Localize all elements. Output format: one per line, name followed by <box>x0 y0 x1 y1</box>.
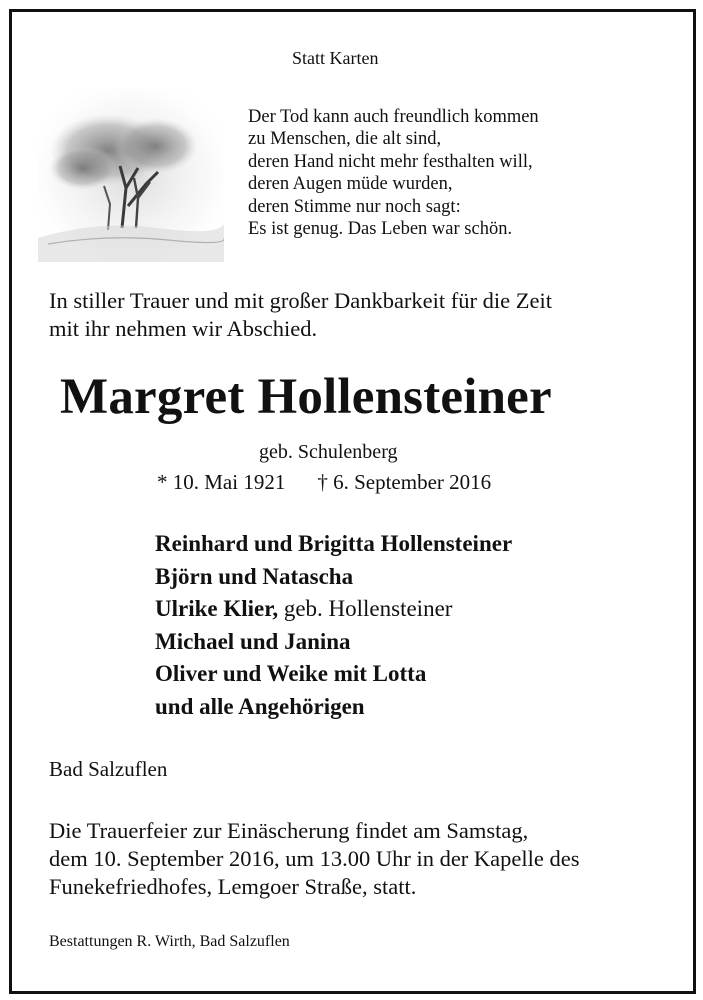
place: Bad Salzuflen <box>49 757 168 781</box>
poem-line: deren Augen müde wurden, <box>248 174 453 195</box>
mourner-birth-name: geb. Hollensteiner <box>278 596 453 621</box>
funeral-line: Funekefriedhofes, Lemgoer Straße, statt. <box>49 874 417 899</box>
deceased-name: Margret Hollensteiner <box>60 369 552 425</box>
intro-text <box>49 287 552 343</box>
life-dates <box>157 470 491 495</box>
poem-line: Der Tod kann auch freundlich kommen <box>248 107 539 127</box>
mourner-line: Björn und Natascha <box>155 563 354 589</box>
funeral-line: dem 10. September 2016, um 13.00 Uhr in der Kapelle des <box>49 846 580 871</box>
mourner-line: Michael und Janina <box>155 628 351 654</box>
undertaker-footer: Bestattungen R. Wirth, Bad Salzuflen <box>49 933 290 950</box>
tree-illustration <box>38 88 224 262</box>
birth-name: geb. Schulenberg <box>259 441 398 463</box>
mourner-line <box>155 593 512 626</box>
death-date: † 6. September 2016 <box>317 470 492 494</box>
poem <box>248 106 539 240</box>
mourner-line: Oliver und Weike mit Lotta <box>155 661 427 686</box>
poem-line: deren Stimme nur noch sagt: <box>248 196 461 217</box>
intro-line: mit ihr nehmen wir Abschied. <box>49 316 318 341</box>
birth-date: * 10. Mai 1921 <box>157 470 286 494</box>
funeral-info <box>49 817 580 901</box>
intro-line: In stiller Trauer und mit großer Dankbarkeit für die Zeit <box>49 288 552 313</box>
poem-line: zu Menschen, die alt sind, <box>248 129 442 150</box>
poem-line: deren Hand nicht mehr festhalten will, <box>248 151 533 172</box>
funeral-line: Die Trauerfeier zur Einäscherung findet am Samstag, <box>49 818 529 843</box>
mourners-list <box>155 528 512 723</box>
header-text: Statt Karten <box>292 48 379 68</box>
mourner-line: Reinhard und Brigitta Hollensteiner <box>155 531 513 556</box>
poem-line: Es ist genug. Das Leben war schön. <box>248 219 513 240</box>
mourner-line: und alle Angehörigen <box>155 693 365 719</box>
mourner-name: Ulrike Klier, <box>155 596 279 621</box>
